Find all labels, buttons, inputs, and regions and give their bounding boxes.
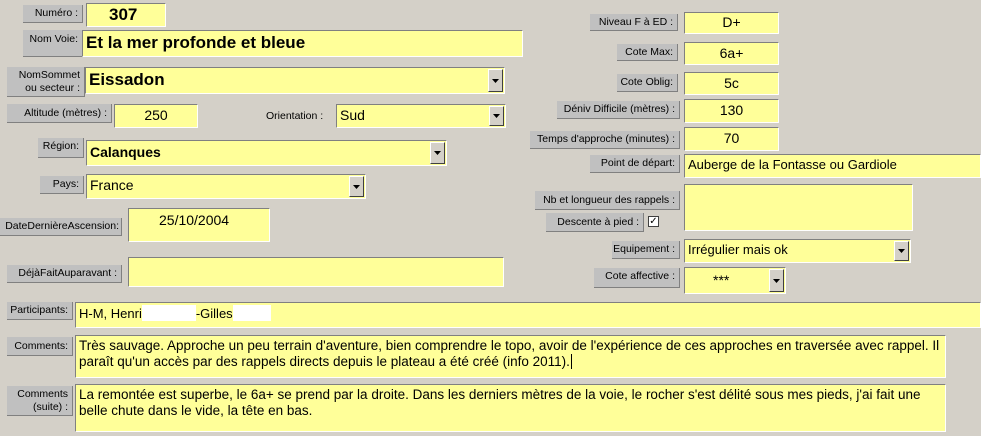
label-comments: Comments:: [7, 337, 73, 356]
label-equipement: Equipement :: [612, 241, 680, 259]
orientation-combo[interactable]: [336, 104, 506, 128]
cote-affective-value: ***: [713, 272, 730, 288]
label-nom-sommet: NomSommet ou secteur :: [7, 67, 85, 97]
region-value: Calanques: [90, 144, 161, 160]
orientation-dropdown-button[interactable]: [489, 106, 504, 126]
participants-name-1: H-M, Henri: [79, 306, 142, 321]
point-depart-field[interactable]: Auberge de la Fontasse ou Gardiole: [684, 154, 981, 178]
pays-dropdown-button[interactable]: [349, 176, 364, 197]
label-descente: Descente à pied :: [546, 213, 644, 232]
label-orientation: Orientation :: [266, 110, 324, 122]
nom-voie-field[interactable]: Et la mer profonde et bleue: [82, 30, 523, 57]
label-cote-max: Cote Max:: [617, 44, 678, 61]
chevron-down-icon: [492, 79, 499, 83]
label-numero: Numéro :: [23, 5, 83, 23]
label-temps-approche: Temps d'approche (minutes) :: [530, 131, 680, 149]
label-niveau: Niveau F à ED :: [590, 14, 678, 31]
region-dropdown-button[interactable]: [430, 142, 445, 164]
chevron-down-icon: [773, 279, 780, 283]
pays-combo[interactable]: [86, 174, 366, 199]
comments-text: Très sauvage. Approche un peu terrain d'aventure, bien comprendre le topo, avoir de l'expérience de ces approches en traversée avec rappel. Il paraît qu'un accès par des rappels directs depuis le plateau a été créé (info 2011).: [79, 338, 940, 369]
deniv-field[interactable]: 130: [684, 99, 779, 123]
participants-field[interactable]: [75, 302, 981, 328]
checkmark-icon: ✓: [649, 216, 658, 227]
temps-approche-field[interactable]: 70: [684, 127, 779, 151]
label-cote-oblig: Cote Oblig:: [617, 74, 678, 92]
region-combo[interactable]: [86, 140, 447, 166]
nom-sommet-dropdown-button[interactable]: [488, 69, 503, 92]
chevron-down-icon: [493, 114, 500, 118]
label-altitude: Altitude (mètres) :: [7, 104, 112, 123]
label-comments-suite: Comments (suite) :: [7, 386, 73, 416]
equipement-combo[interactable]: [684, 239, 911, 263]
label-cote-affective: Cote affective :: [594, 268, 680, 288]
descente-checkbox[interactable]: [648, 216, 659, 227]
cote-max-field[interactable]: 6a+: [684, 42, 779, 65]
label-date-derniere: DateDernièreAscension:: [0, 218, 122, 236]
numero-field[interactable]: 307: [86, 3, 166, 27]
label-nom-voie: Nom Voie:: [23, 30, 83, 57]
cote-oblig-field[interactable]: 5c: [684, 72, 779, 95]
comments-suite-field[interactable]: La remontée est superbe, le 6a+ se prend par la droite. Dans les derniers mètres de la voie, le rocher s'est délité sous mes pieds, j'ai fait une belle chute dans le vide, la tête en bas.: [75, 384, 946, 432]
cote-affective-combo[interactable]: [684, 267, 786, 294]
label-region: Région:: [38, 138, 84, 158]
deja-fait-field[interactable]: [128, 257, 504, 287]
text-caret: [571, 354, 572, 369]
altitude-field[interactable]: 250: [114, 104, 198, 128]
cote-affective-dropdown-button[interactable]: [769, 269, 784, 292]
participants-name-2: -Gilles: [195, 306, 233, 321]
label-deja-fait: DéjàFaitAuparavant :: [7, 265, 122, 283]
equipement-dropdown-button[interactable]: [894, 241, 909, 261]
redacted-block: [142, 305, 196, 321]
orientation-value: Sud: [340, 107, 365, 123]
label-pays: Pays:: [40, 176, 84, 194]
chevron-down-icon: [898, 249, 905, 253]
pays-value: France: [90, 177, 134, 193]
label-rappels: Nb et longueur des rappels :: [535, 191, 680, 210]
comments-field[interactable]: [75, 335, 946, 378]
date-derniere-field[interactable]: 25/10/2004: [128, 208, 270, 242]
equipement-value: Irrégulier mais ok: [688, 242, 788, 257]
nom-sommet-combo[interactable]: [85, 67, 505, 94]
rappels-field[interactable]: [684, 184, 913, 231]
nom-sommet-value: Eissadon: [89, 70, 165, 89]
chevron-down-icon: [434, 151, 441, 155]
label-participants: Participants:: [7, 302, 73, 320]
redacted-block: [233, 305, 271, 321]
niveau-field[interactable]: D+: [684, 12, 779, 34]
chevron-down-icon: [353, 185, 360, 189]
label-point-depart: Point de départ:: [590, 155, 680, 173]
label-deniv: Déniv Difficile (mètres) :: [557, 101, 680, 119]
